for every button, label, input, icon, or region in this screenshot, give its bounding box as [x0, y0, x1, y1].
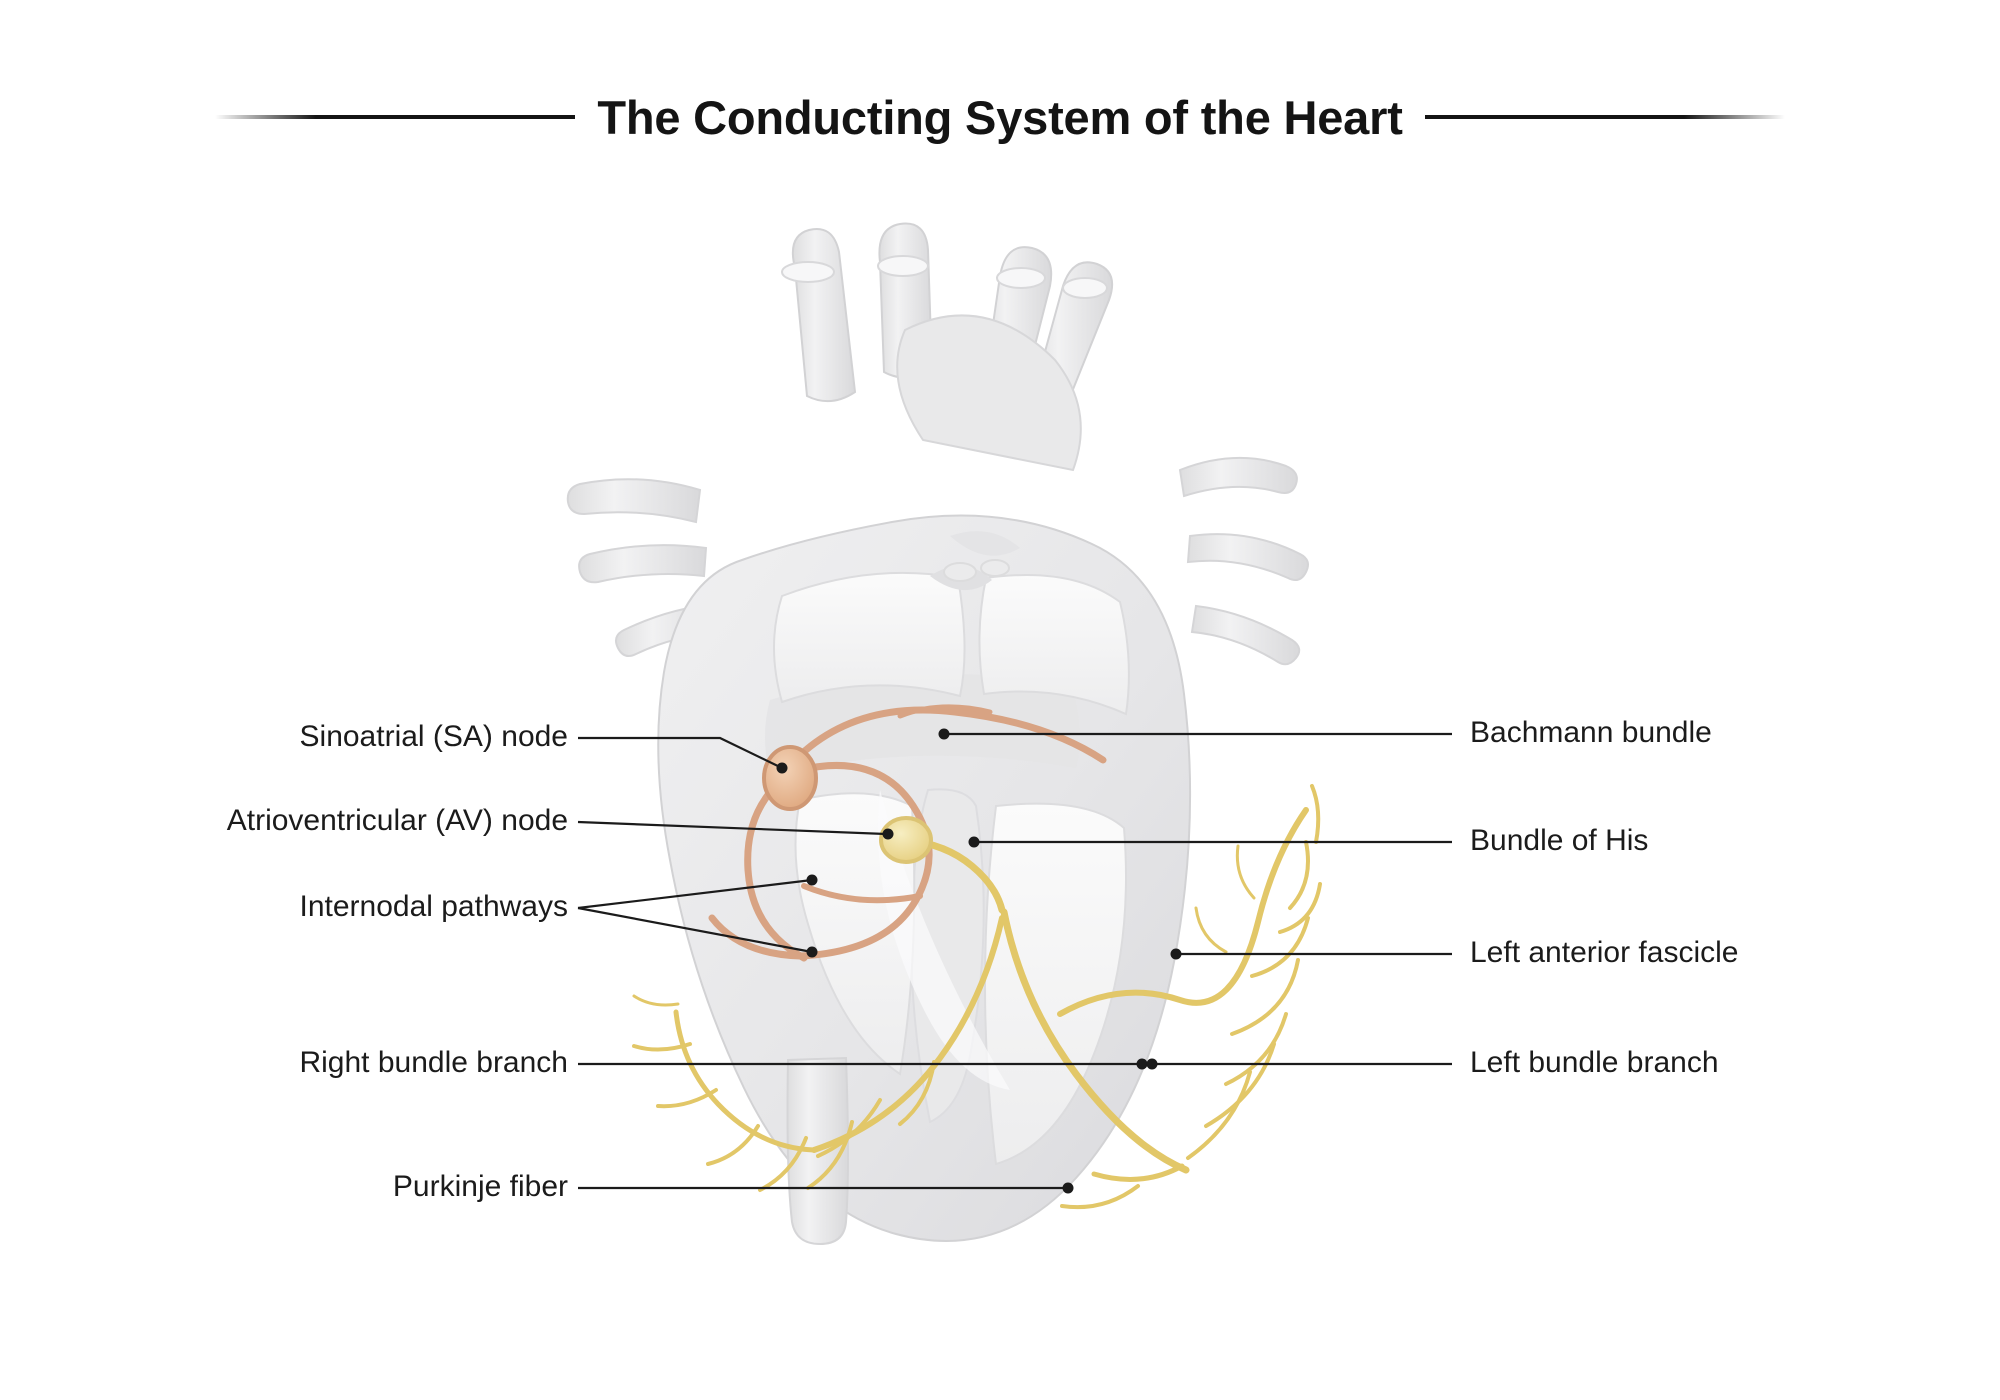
label-right-bundle-branch: Right bundle branch	[299, 1046, 568, 1079]
page-title: The Conducting System of the Heart	[597, 90, 1403, 144]
label-internodal-pathways: Internodal pathways	[299, 890, 568, 923]
purkinje-fibers-left	[1094, 1166, 1182, 1179]
label-left-bundle-branch: Left bundle branch	[1470, 1046, 1719, 1079]
label-purkinje-fiber: Purkinje fiber	[392, 1170, 568, 1203]
av-node-marker	[881, 818, 931, 862]
label-sinoatrial-node: Sinoatrial (SA) node	[299, 720, 568, 753]
sa-node-marker	[764, 747, 816, 809]
label-bundle-of-his: Bundle of His	[1470, 824, 1649, 857]
label-atrioventricular-node: Atrioventricular (AV) node	[226, 804, 568, 837]
label-left-anterior-fascicle: Left anterior fascicle	[1470, 936, 1739, 969]
label-bachmann-bundle: Bachmann bundle	[1470, 716, 1712, 749]
